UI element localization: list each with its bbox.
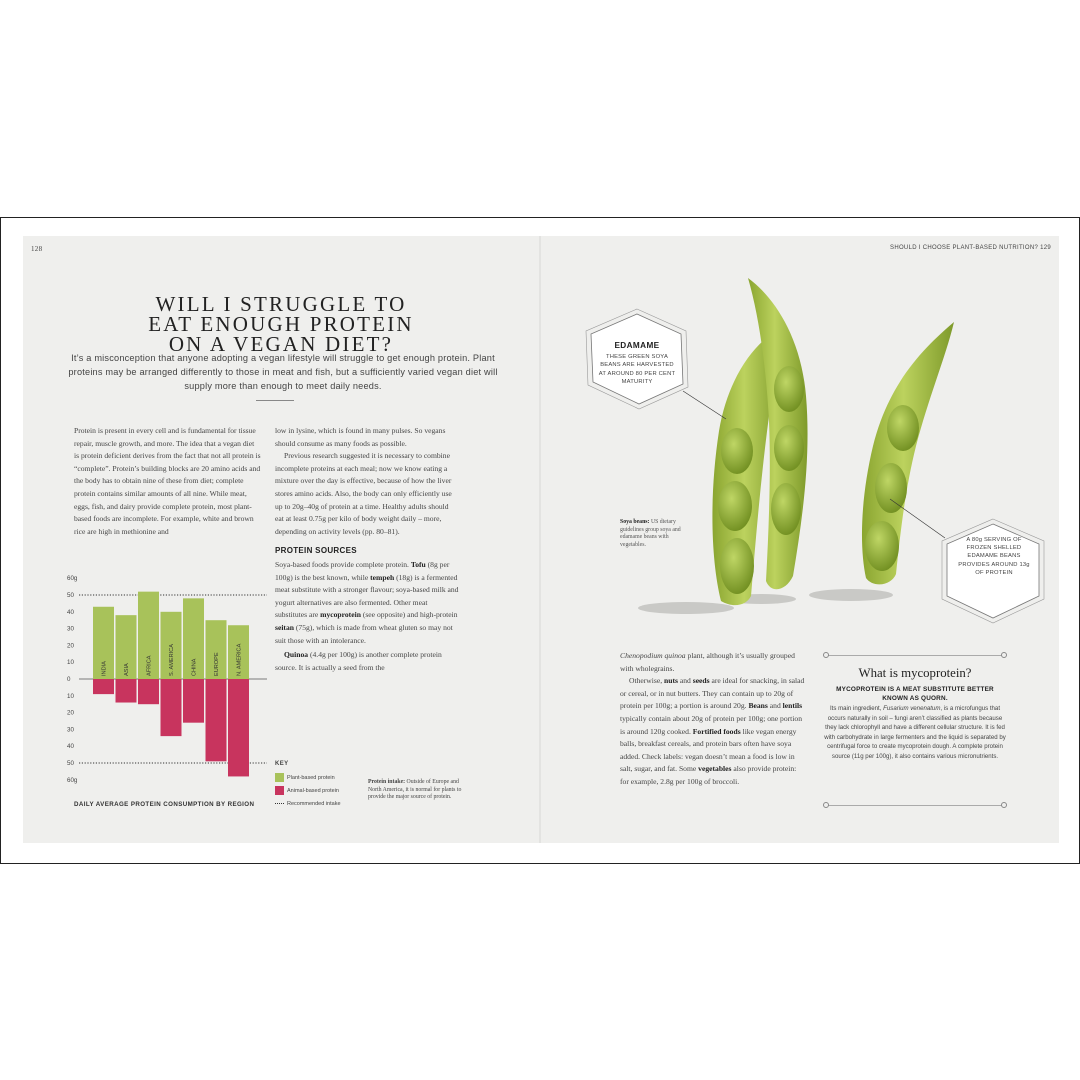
body-column-2	[275, 425, 459, 674]
y-tick-label: 40	[67, 608, 74, 616]
serving-text: A 80g SERVING OF FROZEN SHELLED EDAMAME BEANS PROVIDES AROUND 13g OF PROTEIN	[958, 537, 1030, 576]
edamame-title: EDAMAME	[614, 341, 660, 350]
y-tick-label: 50	[67, 592, 74, 599]
animal-swatch	[275, 786, 284, 795]
body-paragraph: Protein is present in every cell and is fundamental for tissue repair, muscle growth, and more. The idea that a vegan diet is protein deficient derives from the fact that not all protein is “complete”. Protein’s building blocks are 20 amino acids and the body has to obtain nine of these from diet; complete protein contains similar amounts of all nine. While meat, eggs, fish, and dairy provide complete protein, most plant-based foods are incomplete. For example, white and brown rice are high in methionine and	[74, 426, 261, 536]
y-tick-label: 60g	[67, 776, 78, 784]
edamame-text: THESE GREEN SOYA BEANS ARE HARVESTED AT AROUND 80 PER CENT MATURITY	[598, 354, 676, 385]
key-label: Plant-based protein	[287, 774, 335, 781]
body-paragraph: low in lysine, which is found in many pulses. So vegans should consume as many foods as possible.	[275, 426, 446, 448]
animal-bar	[206, 679, 227, 761]
y-tick-label: 10	[67, 659, 74, 667]
body-paragraph: Soya-based foods provide complete protein. Tofu (8g per 100g) is the best known, while tempeh (18g) is a fermented meat substitute with a stronger flavour; soya-based milk and yogurt alternatives are also fermented. Other meat substitutes are mycoprotein (see opposite) and high-protein seitan (75g), which is made from wheat gluten so may not suit those with an intolerance.	[275, 559, 459, 645]
animal-bar	[228, 679, 249, 776]
y-tick-label: 40	[67, 743, 74, 751]
animal-bar	[161, 679, 182, 736]
protein-intake-note: Protein intake: Outside of Europe and North America, it is normal for plants to provide the major source of protein.	[368, 779, 462, 801]
category-label: AFRICA	[146, 655, 153, 676]
key-row-plant	[275, 771, 341, 784]
protein-bar-chart	[67, 573, 277, 803]
key-label: Animal-based protein	[287, 787, 339, 794]
sidebar-title: What is mycoprotein?	[858, 666, 972, 680]
title-line: WILL I STRUGGLE TO	[155, 292, 407, 316]
sidebar-body: Its main ingredient, Fusarium venenatum, is a microfungus that occurs naturally in soil – fungi aren’t classified as plants because they lack chlorophyll and have a different cellular structure. It is fed with carbohydrate in large fermenters and the liquid is separated by centrifugal force to create mycoprotein dough. A complete protein source (11g per 100g), it also contains various micronutrients.	[824, 705, 1006, 760]
y-tick-label: 20	[67, 642, 74, 650]
page-number-left: 128	[31, 245, 43, 253]
animal-bar	[116, 679, 137, 703]
key-label: Recommended intake	[287, 800, 341, 807]
chart-key	[275, 761, 341, 810]
body-column-3	[620, 650, 806, 789]
y-tick-label: 30	[67, 726, 74, 734]
category-label: CHINA	[191, 658, 198, 676]
left-page	[23, 236, 539, 843]
y-tick-label: 0	[67, 676, 71, 683]
intro-text: It’s a misconception that anyone adopting a vegan lifestyle will struggle to get enough protein. Plant proteins may be arranged differently to those in meat and fish, but a sufficiently varied vegan diet will supply more than enough to meet daily needs.	[68, 353, 498, 391]
y-tick-label: 50	[67, 760, 74, 767]
chart-title: DAILY AVERAGE PROTEIN CONSUMPTION BY REGION	[74, 801, 255, 808]
category-label: N. AMERICA	[236, 643, 243, 676]
section-heading: PROTEIN SOURCES	[275, 546, 357, 556]
animal-bar	[183, 679, 204, 723]
serving-callout	[954, 536, 1034, 577]
body-paragraph: Otherwise, nuts and seeds are ideal for snacking, in salad or cereal, or in nut butters. They can contain up to 20g of protein per 100g; a portion is around 20g. Beans and lentils typically contain about 20g of protein per 100g; one portion is around 120g cooked. Fortified foods like vegan energy balls, breakfast cereals, and protein bars often have soya added. Check labels: vegan doesn’t mean a food is low in salt, sugar, and fat. Some vegetables also provide protein: for example, 2.8g per 100g of broccoli.	[620, 676, 805, 786]
sidebar-subtitle: MYCOPROTEIN IS A MEAT SUBSTITUTE BETTER KNOWN AS QUORN.	[836, 686, 994, 702]
animal-bar	[93, 679, 114, 694]
body-paragraph: Chenopodium quinoa plant, although it’s usually grouped with wholegrains.	[620, 651, 795, 673]
mycoprotein-sidebar	[823, 654, 1007, 762]
body-paragraph: Quinoa (4.4g per 100g) is another complete protein source. It is actually a seed from the	[275, 650, 442, 672]
key-row-animal	[275, 784, 341, 797]
body-column-1	[74, 425, 261, 538]
recommended-swatch	[275, 803, 284, 804]
page-title	[23, 294, 539, 354]
book-spread	[0, 217, 1080, 864]
edamame-callout	[597, 342, 677, 386]
right-page	[541, 236, 1059, 843]
plant-swatch	[275, 773, 284, 782]
title-line: EAT ENOUGH PROTEIN	[148, 312, 414, 336]
category-label: INDIA	[101, 661, 108, 676]
category-label: S. AMERICA	[169, 643, 175, 676]
category-label: EUROPE	[214, 652, 220, 676]
y-tick-label: 60g	[67, 575, 78, 583]
sidebar-rule-bottom	[823, 802, 1007, 808]
title-rule	[256, 400, 294, 401]
body-paragraph: Previous research suggested it is necessary to combine incomplete proteins at each meal; now we know eating a mixture over the day is effective, because of how the liver stores amino acids. Also, the body can only efficiently use up to 20g–40g of protein at a time. Healthy adults should eat at least 0.75g per kilo of body weight daily – more, depending on activity levels (pp. 80–81).	[275, 451, 452, 536]
serving-leader-line	[890, 499, 945, 538]
key-row-recommended	[275, 797, 341, 810]
y-tick-label: 30	[67, 625, 74, 633]
running-header: SHOULD I CHOOSE PLANT-BASED NUTRITION? 129	[890, 245, 1051, 251]
y-tick-label: 10	[67, 692, 74, 700]
sidebar-rule-top	[823, 652, 1007, 658]
soya-caption: Soya beans: US dietary guidelines group soya and edamame beans with vegetables.	[620, 519, 681, 548]
category-label: ASIA	[124, 663, 130, 676]
title-line: ON A VEGAN DIET?	[168, 332, 394, 356]
y-tick-label: 20	[67, 709, 74, 717]
key-heading: KEY	[275, 761, 289, 767]
edamame-leader-line	[683, 391, 726, 419]
animal-bar	[138, 679, 159, 704]
